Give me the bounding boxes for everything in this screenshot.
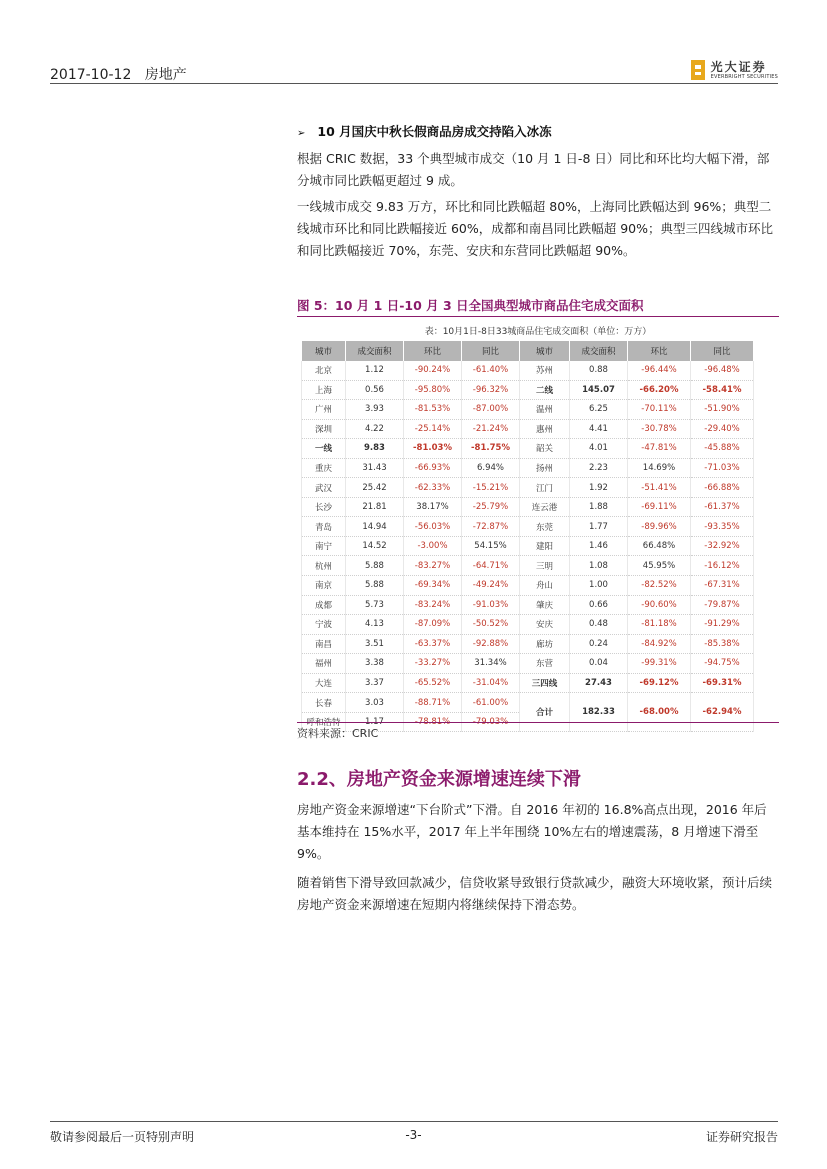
- table-cell: -31.04%: [462, 673, 520, 693]
- table-cell: -16.12%: [691, 556, 754, 576]
- table-cell: 南昌: [302, 634, 346, 654]
- table-cell: 25.42: [346, 478, 404, 498]
- table-cell: 3.38: [346, 654, 404, 674]
- table-cell: 3.93: [346, 400, 404, 420]
- table-cell: 4.13: [346, 615, 404, 635]
- table-cell: 1.77: [570, 517, 628, 537]
- table-cell: -83.24%: [404, 595, 462, 615]
- table-cell: -66.88%: [691, 478, 754, 498]
- figure-bottom-rule: [297, 722, 779, 723]
- table-cell: -29.40%: [691, 419, 754, 439]
- table-cell: 4.41: [570, 419, 628, 439]
- table-cell: 江门: [520, 478, 570, 498]
- table-cell: -85.38%: [691, 634, 754, 654]
- table-cell: 14.69%: [628, 458, 691, 478]
- company-logo: [691, 58, 778, 82]
- table-cell: -51.41%: [628, 478, 691, 498]
- table-row: [302, 556, 754, 576]
- paragraph-3: 房地产资金来源增速“下台阶式”下滑。自 2016 年初的 16.8%高点出现，2016 年后基本维持在 15%水平，2017 年上半年围绕 10%左右的增速震荡，8 月增速下滑至 9%。: [297, 802, 767, 861]
- table-cell: 福州: [302, 654, 346, 674]
- table-cell: 北京: [302, 361, 346, 380]
- table-cell: 三明: [520, 556, 570, 576]
- bullet-arrow-icon: ➢: [297, 128, 306, 139]
- table-header-cell: 环比: [404, 341, 462, 361]
- table-cell: -61.37%: [691, 497, 754, 517]
- table-cell: 广州: [302, 400, 346, 420]
- table-cell: 东莞: [520, 517, 570, 537]
- table-cell: 一线: [302, 439, 346, 459]
- page-header: [50, 58, 778, 84]
- table-cell: -47.81%: [628, 439, 691, 459]
- table-cell: -71.03%: [691, 458, 754, 478]
- table-row: [302, 497, 754, 517]
- table-cell: 0.04: [570, 654, 628, 674]
- table-cell: 南宁: [302, 536, 346, 556]
- table-cell: 145.07: [570, 380, 628, 400]
- table-cell: -81.03%: [404, 439, 462, 459]
- table-cell: -30.78%: [628, 419, 691, 439]
- table-row: [302, 517, 754, 537]
- table-cell: -87.09%: [404, 615, 462, 635]
- table-cell: -90.24%: [404, 361, 462, 380]
- table-cell: 南京: [302, 576, 346, 596]
- table-cell: 4.01: [570, 439, 628, 459]
- table-cell: -32.92%: [691, 536, 754, 556]
- table-cell: 韶关: [520, 439, 570, 459]
- table-cell: -50.52%: [462, 615, 520, 635]
- header-date: 2017-10-12: [50, 67, 132, 83]
- table-cell: -15.21%: [462, 478, 520, 498]
- table-cell: -90.60%: [628, 595, 691, 615]
- table-cell: -21.24%: [462, 419, 520, 439]
- table-cell: -93.35%: [691, 517, 754, 537]
- table-total-cell: 合计: [520, 693, 570, 732]
- table-cell: -66.20%: [628, 380, 691, 400]
- table-cell: 6.25: [570, 400, 628, 420]
- bullet-heading: [297, 122, 552, 140]
- table-cell: -65.52%: [404, 673, 462, 693]
- table-cell: 5.88: [346, 556, 404, 576]
- table-cell: 三四线: [520, 673, 570, 693]
- table-cell: 31.34%: [462, 654, 520, 674]
- table-cell: 扬州: [520, 458, 570, 478]
- table-total-cell: -62.94%: [691, 693, 754, 732]
- table-cell: -94.75%: [691, 654, 754, 674]
- table-cell: -89.96%: [628, 517, 691, 537]
- table-row: [302, 634, 754, 654]
- figure-source: 资料来源：CRIC: [297, 727, 379, 740]
- table-cell: -67.31%: [691, 576, 754, 596]
- table-cell: -62.33%: [404, 478, 462, 498]
- table-cell: 3.37: [346, 673, 404, 693]
- table-cell: 1.17: [346, 712, 404, 732]
- table-cell: 5.88: [346, 576, 404, 596]
- table-cell: 1.92: [570, 478, 628, 498]
- table-cell: 1.88: [570, 497, 628, 517]
- table-cell: 肇庆: [520, 595, 570, 615]
- figure-top-rule: [297, 316, 779, 317]
- table-cell: -69.34%: [404, 576, 462, 596]
- table-cell: -69.12%: [628, 673, 691, 693]
- table-cell: -84.92%: [628, 634, 691, 654]
- table-cell: 1.08: [570, 556, 628, 576]
- logo-cn-text: 光大证券: [710, 59, 767, 74]
- table-cell: 27.43: [570, 673, 628, 693]
- table-cell: 1.00: [570, 576, 628, 596]
- table-total-cell: 182.33: [570, 693, 628, 732]
- paragraph-4: 随着销售下滑导致回款减少，信贷收紧导致银行贷款减少，融资大环境收紧，预计后续房地产资金来源增速在短期内将继续保持下滑态势。: [297, 875, 773, 912]
- table-row: [302, 478, 754, 498]
- table-row: [302, 693, 754, 713]
- table-row: [302, 595, 754, 615]
- table-cell: -69.31%: [691, 673, 754, 693]
- table-cell: 0.24: [570, 634, 628, 654]
- table-cell: 廊坊: [520, 634, 570, 654]
- table-cell: 5.73: [346, 595, 404, 615]
- bullet-heading-text: 10 月国庆中秋长假商品房成交持陷入冰冻: [317, 124, 552, 139]
- table-cell: 45.95%: [628, 556, 691, 576]
- table-cell: -99.31%: [628, 654, 691, 674]
- table-cell: -66.93%: [404, 458, 462, 478]
- table-header-cell: 环比: [628, 341, 691, 361]
- paragraph-2: 一线城市成交 9.83 万方，环比和同比跌幅超 80%，上海同比跌幅达到 96%；典型二线城市环比和同比跌幅接近 60%，成都和南昌同比跌幅超 90%；典型三四线城市环比和同比跌幅接近 70%，东莞、安庆和东营同比跌幅超 90%。: [297, 199, 774, 258]
- table-cell: -72.87%: [462, 517, 520, 537]
- table-cell: -91.29%: [691, 615, 754, 635]
- table-cell: 杭州: [302, 556, 346, 576]
- table-cell: 1.46: [570, 536, 628, 556]
- table-cell: -63.37%: [404, 634, 462, 654]
- header-sector: 房地产: [144, 67, 187, 83]
- table-cell: -64.71%: [462, 556, 520, 576]
- table-cell: -83.27%: [404, 556, 462, 576]
- table-cell: 长春: [302, 693, 346, 713]
- table-cell: -92.88%: [462, 634, 520, 654]
- table-cell: 54.15%: [462, 536, 520, 556]
- table-row: [302, 673, 754, 693]
- table-cell: -51.90%: [691, 400, 754, 420]
- table-cell: -87.00%: [462, 400, 520, 420]
- table-cell: 宁波: [302, 615, 346, 635]
- logo-en-text: EVERBRIGHT SECURITIES: [710, 73, 778, 80]
- table-row: [302, 419, 754, 439]
- table-cell: -45.88%: [691, 439, 754, 459]
- table-cell: 东营: [520, 654, 570, 674]
- table-cell: 二线: [520, 380, 570, 400]
- table-cell: 31.43: [346, 458, 404, 478]
- table-cell: -79.87%: [691, 595, 754, 615]
- table-cell: 0.56: [346, 380, 404, 400]
- table-cell: -81.53%: [404, 400, 462, 420]
- table-header-cell: 同比: [691, 341, 754, 361]
- table-row: [302, 458, 754, 478]
- table-cell: 青岛: [302, 517, 346, 537]
- table-cell: 上海: [302, 380, 346, 400]
- table-cell: 2.23: [570, 458, 628, 478]
- table-cell: 连云港: [520, 497, 570, 517]
- table-header-cell: 成交面积: [346, 341, 404, 361]
- table-cell: 1.12: [346, 361, 404, 380]
- transaction-table: [301, 341, 754, 732]
- table-cell: -56.03%: [404, 517, 462, 537]
- table-total-cell: -68.00%: [628, 693, 691, 732]
- table-cell: -91.03%: [462, 595, 520, 615]
- footer-divider: [50, 1121, 778, 1122]
- table-cell: -69.11%: [628, 497, 691, 517]
- table-cell: 21.81: [346, 497, 404, 517]
- table-row: [302, 654, 754, 674]
- table-cell: 14.52: [346, 536, 404, 556]
- table-cell: 3.03: [346, 693, 404, 713]
- table-row: [302, 536, 754, 556]
- table-header-row: [302, 341, 754, 361]
- table-row: [302, 615, 754, 635]
- table-cell: -61.40%: [462, 361, 520, 380]
- logo-mark-icon: [691, 60, 705, 80]
- table-cell: -96.44%: [628, 361, 691, 380]
- table-cell: 9.83: [346, 439, 404, 459]
- table-cell: -25.14%: [404, 419, 462, 439]
- table-row: [302, 576, 754, 596]
- table-cell: 长沙: [302, 497, 346, 517]
- paragraph-1: 根据 CRIC 数据，33 个典型城市成交（10 月 1 日-8 日）同比和环比均大幅下滑，部分城市同比跌幅更超过 9 成。: [297, 151, 770, 188]
- footer-report-type: 证券研究报告: [705, 1130, 778, 1144]
- table-cell: -81.75%: [462, 439, 520, 459]
- table-cell: 安庆: [520, 615, 570, 635]
- table-cell: -88.71%: [404, 693, 462, 713]
- table-cell: -3.00%: [404, 536, 462, 556]
- table-cell: 大连: [302, 673, 346, 693]
- header-date-sector: [50, 64, 187, 84]
- table-cell: 4.22: [346, 419, 404, 439]
- table-cell: 66.48%: [628, 536, 691, 556]
- table-cell: 6.94%: [462, 458, 520, 478]
- table-cell: 舟山: [520, 576, 570, 596]
- table-cell: 深圳: [302, 419, 346, 439]
- table-cell: 0.66: [570, 595, 628, 615]
- table-cell: -58.41%: [691, 380, 754, 400]
- section-title: 2.2、房地产资金来源增速连续下滑: [297, 769, 581, 790]
- table-cell: 武汉: [302, 478, 346, 498]
- table-cell: 成都: [302, 595, 346, 615]
- table-cell: -81.18%: [628, 615, 691, 635]
- table-header-cell: 同比: [462, 341, 520, 361]
- table-cell: 3.51: [346, 634, 404, 654]
- table-cell: 呼和浩特: [302, 712, 346, 732]
- table-cell: -96.48%: [691, 361, 754, 380]
- table-cell: -33.27%: [404, 654, 462, 674]
- table-cell: 0.88: [570, 361, 628, 380]
- page-number: -3-: [405, 1128, 422, 1142]
- table-cell: 苏州: [520, 361, 570, 380]
- table-header-cell: 城市: [520, 341, 570, 361]
- table-cell: 0.48: [570, 615, 628, 635]
- footer-disclaimer: 敬请参阅最后一页特别声明: [50, 1130, 195, 1144]
- table-cell: -49.24%: [462, 576, 520, 596]
- table-cell: -79.03%: [462, 712, 520, 732]
- table-cell: -70.11%: [628, 400, 691, 420]
- table-row: [302, 380, 754, 400]
- table-cell: -82.52%: [628, 576, 691, 596]
- table-cell: 惠州: [520, 419, 570, 439]
- table-caption: 表：10月1日-8日33城商品住宅成交面积（单位：万方）: [424, 327, 652, 337]
- table-cell: -78.81%: [404, 712, 462, 732]
- table-header-cell: 成交面积: [570, 341, 628, 361]
- table-cell: 重庆: [302, 458, 346, 478]
- table-cell: -96.32%: [462, 380, 520, 400]
- table-row: [302, 361, 754, 380]
- table-cell: -61.00%: [462, 693, 520, 713]
- table-cell: 14.94: [346, 517, 404, 537]
- table-cell: -25.79%: [462, 497, 520, 517]
- table-cell: 38.17%: [404, 497, 462, 517]
- table-row: [302, 400, 754, 420]
- table-cell: 建阳: [520, 536, 570, 556]
- table-cell: 温州: [520, 400, 570, 420]
- header-divider: [50, 83, 778, 84]
- table-row: [302, 439, 754, 459]
- table-cell: -95.80%: [404, 380, 462, 400]
- figure-title: 图 5：10 月 1 日-10 月 3 日全国典型城市商品住宅成交面积: [297, 298, 644, 313]
- table-header-cell: 城市: [302, 341, 346, 361]
